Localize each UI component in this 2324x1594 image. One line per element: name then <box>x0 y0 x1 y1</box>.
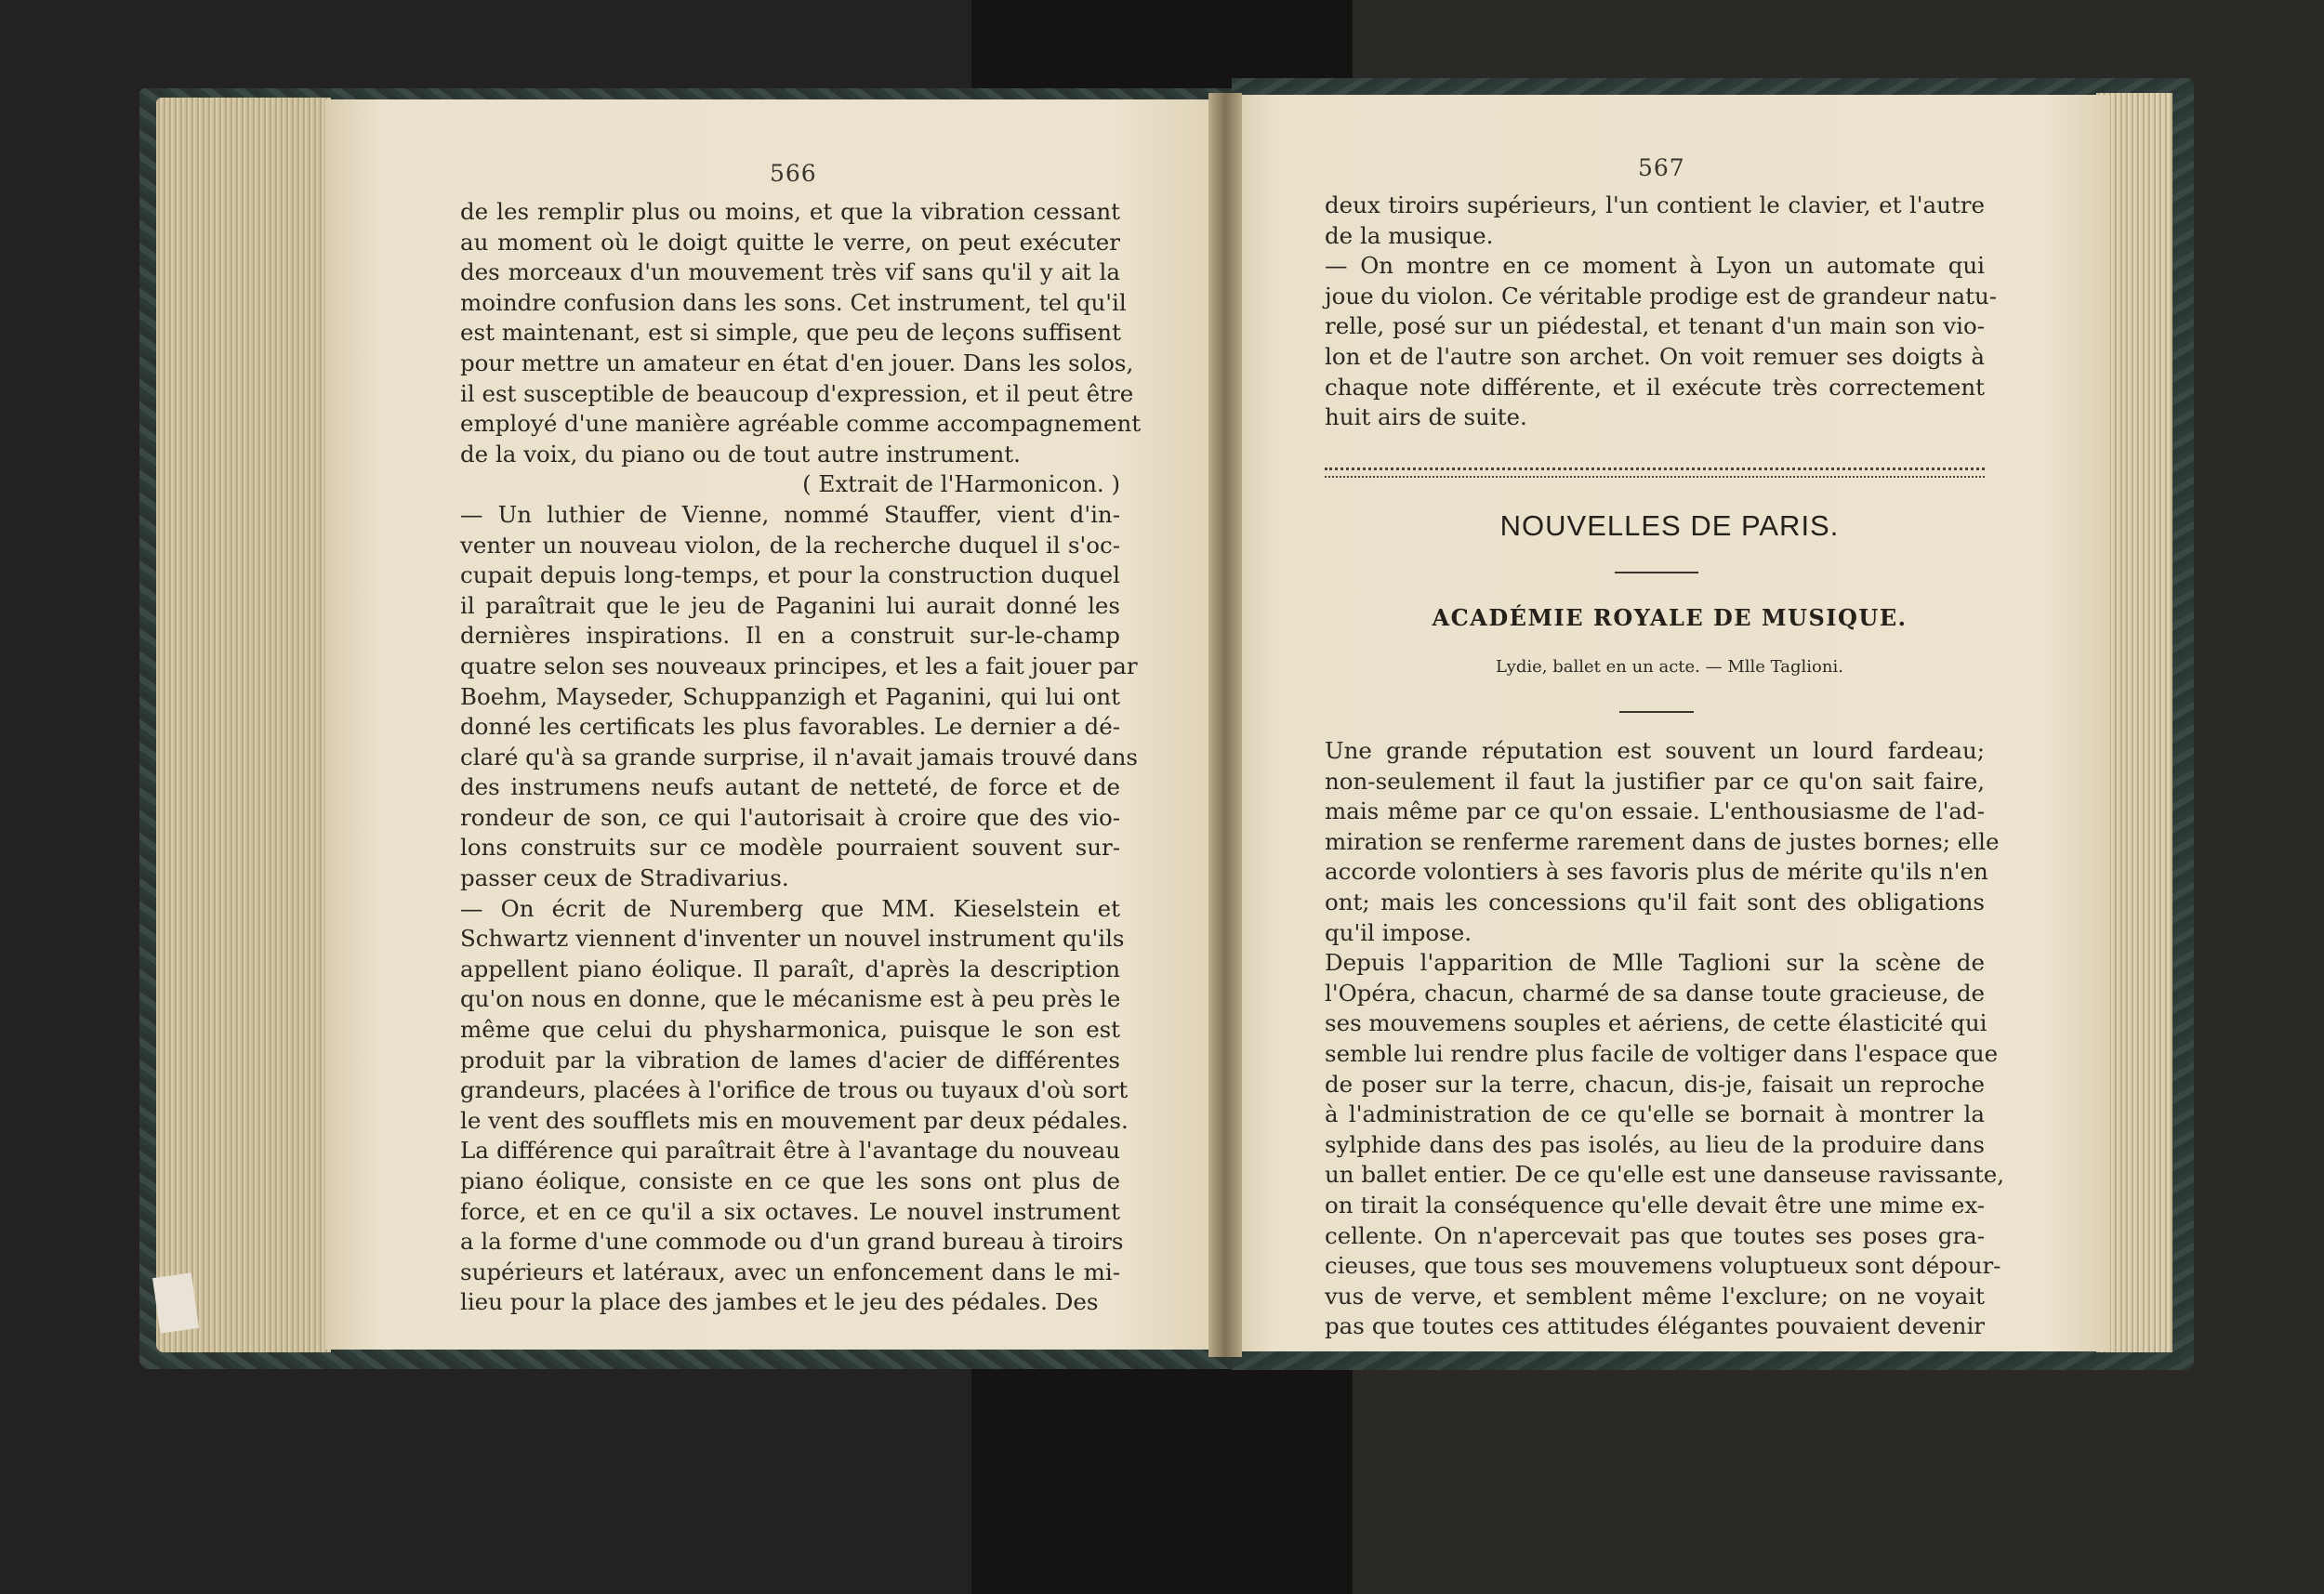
text-line: miration se renferme rarement dans de justes bornes; elle <box>1325 827 2000 855</box>
subsection-title: ACADÉMIE ROYALE DE MUSIQUE. <box>1432 604 1908 631</box>
text-line: piano éolique, consiste en ce que les sons ont plus de <box>460 1167 1120 1194</box>
book-gutter <box>1208 93 1242 1357</box>
text-line: non-seulement il faut la justifier par ce qu'on sait faire, <box>1325 767 1985 795</box>
text-line: il paraîtrait que le jeu de Paganini lui aurait donné les <box>460 591 1120 619</box>
text-line: il est susceptible de beaucoup d'expression, et il peut être <box>460 379 1134 407</box>
title-rule <box>1615 572 1698 573</box>
text-line: même que celui du physharmonica, puisque le son est <box>460 1016 1120 1044</box>
paper-slip <box>152 1272 199 1333</box>
text-line: donné les certificats les plus favorables. Le dernier a dé- <box>460 713 1120 741</box>
text-line: pas que toutes ces attitudes élégantes pouvaient devenir <box>1325 1312 1985 1340</box>
text-line: semble lui rendre plus facile de voltiger dans l'espace que <box>1325 1039 1999 1067</box>
left-page-text <box>460 197 1142 1318</box>
text-line: huit airs de suite. <box>1325 403 1527 431</box>
text-line: produit par la vibration de lames d'acier de différentes <box>460 1046 1120 1074</box>
text-line: au moment où le doigt quitte le verre, on peut exécuter <box>460 228 1120 256</box>
text-line: moindre confusion dans les sons. Cet instrument, tel qu'il <box>460 288 1127 316</box>
left-page-number: 566 <box>770 160 817 187</box>
text-line: à l'administration de ce qu'elle se bornait à montrer la <box>1325 1100 1985 1128</box>
text-line: Depuis l'apparition de Mlle Taglioni sur la scène de <box>1325 949 1985 977</box>
text-line: La différence qui paraîtrait être à l'avantage du nouveau <box>460 1137 1120 1165</box>
text-line: lieu pour la place des jambes et le jeu des pédales. Des <box>460 1288 1099 1316</box>
text-line: deux tiroirs supérieurs, l'un contient le clavier, et l'autre <box>1325 191 1985 218</box>
text-line: pour mettre un amateur en état d'en jouer. Dans les solos, <box>460 349 1134 376</box>
text-line: venter un nouveau violon, de la recherche duquel il s'oc- <box>460 531 1120 559</box>
text-line: appellent piano éolique. Il paraît, d'après la description <box>460 955 1120 982</box>
text-line: qu'on nous en donne, que le mécanisme est à peu près le <box>460 985 1121 1013</box>
right-page-number: 567 <box>1638 154 1685 181</box>
text-line: lon et de l'autre son archet. On voit remuer ses doigts à <box>1325 342 1985 370</box>
text-line: vus de verve, et semblent même l'exclure; on ne voyait <box>1325 1282 1985 1310</box>
text-line: Une grande réputation est souvent un lourd fardeau; <box>1325 737 1985 764</box>
text-line: — Un luthier de Vienne, nommé Stauffer, vient d'in- <box>460 500 1120 528</box>
page-edges-left <box>156 98 331 1352</box>
text-line: cieuses, que tous ses mouvemens voluptueux sont dépour- <box>1325 1252 2001 1280</box>
text-line: — On montre en ce moment à Lyon un automate qui <box>1325 252 1985 280</box>
text-line: de la voix, du piano ou de tout autre instrument. <box>460 440 1021 468</box>
text-line: lons construits sur ce modèle pourraient souvent sur- <box>460 834 1120 862</box>
text-line: — On écrit de Nuremberg que MM. Kieselstein et <box>460 894 1120 922</box>
text-line: accorde volontiers à ses favoris plus de mérite qu'ils n'en <box>1325 858 1988 886</box>
text-line: de poser sur la terre, chacun, dis-je, faisait un reproche <box>1325 1070 1985 1098</box>
text-line: ont; mais les concessions qu'il fait sont des obligations <box>1325 888 1985 916</box>
text-line: l'Opéra, chacun, charmé de sa danse toute gracieuse, de <box>1325 979 1985 1007</box>
text-line: passer ceux de Stradivarius. <box>460 864 789 892</box>
text-line: employé d'une manière agréable comme accompagnement <box>460 410 1142 438</box>
text-line: de les remplir plus ou moins, et que la vibration cessant <box>460 198 1120 225</box>
text-line: de la musique. <box>1325 221 1494 249</box>
text-line: des instrumens neufs autant de netteté, de force et de <box>460 773 1120 801</box>
text-line: chaque note différente, et il exécute très correctement <box>1325 373 1985 401</box>
text-line: cupait depuis long-temps, et pour la construction duquel <box>460 561 1120 589</box>
text-line: quatre selon ses nouveaux principes, et les a fait jouer par <box>460 652 1138 679</box>
text-line: sylphide dans des pas isolés, au lieu de la produire dans <box>1325 1130 1985 1158</box>
section-divider <box>1325 468 1985 478</box>
right-page-body-text <box>1325 736 2005 1342</box>
text-line: claré qu'à sa grande surprise, il n'avait jamais trouvé dans <box>460 743 1139 771</box>
text-line: joue du violon. Ce véritable prodige est de grandeur natu- <box>1325 282 1998 310</box>
text-line: Boehm, Mayseder, Schuppanzigh et Paganini, qui lui ont <box>460 682 1120 710</box>
text-line: cellente. On n'apercevait pas que toutes ses poses gra- <box>1325 1221 1985 1249</box>
text-line: supérieurs et latéraux, avec un enfoncement dans le mi- <box>460 1258 1120 1285</box>
text-line: est maintenant, est si simple, que peu de leçons suffisent <box>460 319 1121 347</box>
text-line: a la forme d'une commode ou d'un grand bureau à tiroirs <box>460 1228 1124 1256</box>
text-line: des morceaux d'un mouvement très vif sans qu'il y ait la <box>460 258 1120 286</box>
text-line: force, et en ce qu'il a six octaves. Le nouvel instrument <box>460 1197 1120 1225</box>
text-line: mais même par ce qu'on essaie. L'enthousiasme de l'ad- <box>1325 797 1985 825</box>
right-page-top-text <box>1325 191 1998 433</box>
section-title: NOUVELLES DE PARIS. <box>1499 509 1840 542</box>
text-line: rondeur de son, ce qui l'autorisait à croire que des vio- <box>460 803 1120 831</box>
text-line: grandeurs, placées à l'orifice de trous ou tuyaux d'où sort <box>460 1076 1129 1104</box>
text-line: ses mouvemens souples et aériens, de cette élasticité qui <box>1325 1009 1987 1037</box>
text-line: qu'il impose. <box>1325 918 1472 946</box>
text-line: un ballet entier. De ce qu'elle est une danseuse ravissante, <box>1325 1161 2005 1189</box>
text-line: dernières inspirations. Il en a construit sur-le-champ <box>460 622 1120 650</box>
subheading: Lydie, ballet en un acte. — Mlle Taglioni. <box>1496 657 1843 677</box>
text-line: ( Extrait de l'Harmonicon. ) <box>802 470 1120 498</box>
text-line: Schwartz viennent d'inventer un nouvel instrument qu'ils <box>460 925 1125 953</box>
subheading-rule <box>1619 711 1694 713</box>
text-line: relle, posé sur un piédestal, et tenant d'un main son vio- <box>1325 312 1985 340</box>
text-line: le vent des soufflets mis en mouvement par deux pédales. <box>460 1106 1129 1134</box>
text-line: on tirait la conséquence qu'elle devait être une mime ex- <box>1325 1191 1985 1219</box>
